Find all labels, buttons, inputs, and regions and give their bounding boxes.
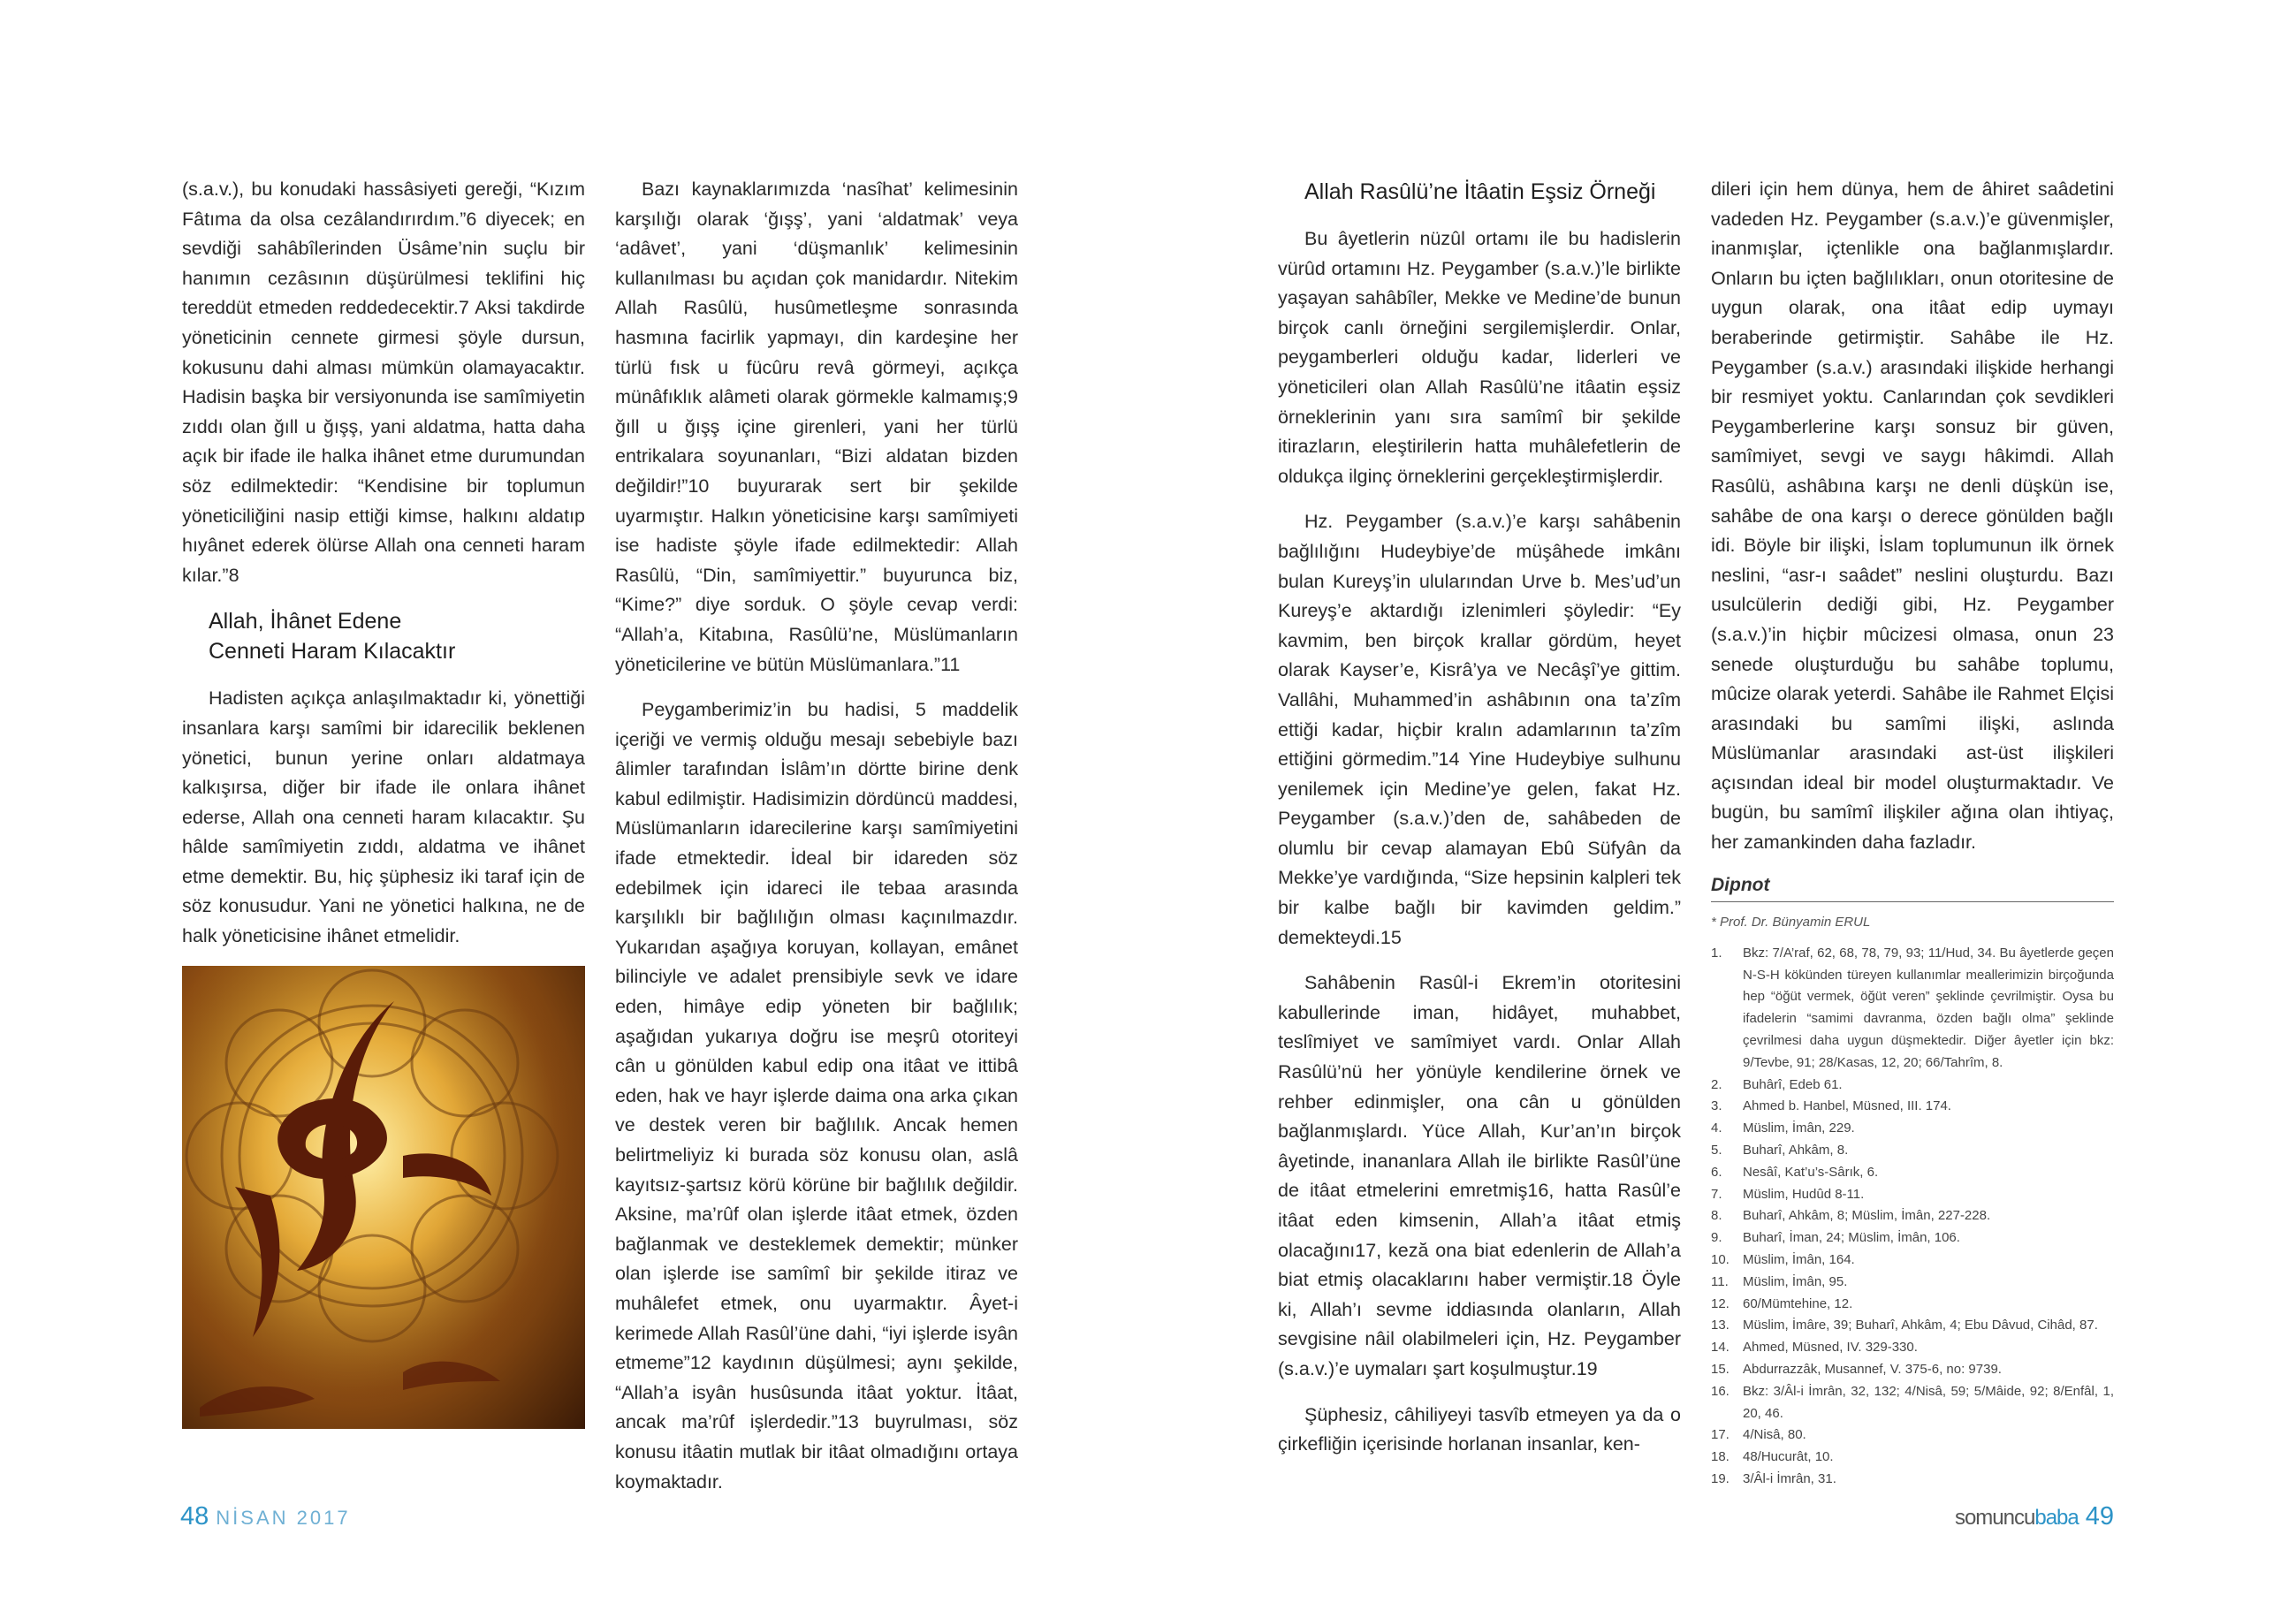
issue-date: NİSAN 2017 <box>216 1507 351 1529</box>
footer-left <box>180 1502 351 1531</box>
left-page-number: 48 <box>180 1502 209 1531</box>
calligraphy-muhammad-ornament-icon <box>182 966 585 1429</box>
footnote-item: 4. Müslim, İmân, 229. <box>1711 1120 1855 1136</box>
col3-paragraph-2: Hz. Peygamber (s.a.v.)’e karşı sahâbenin bağlılığını Hudeybiye’de müşâhede imkânı bulan Kureyş’in ulularından Urve b. Mes’ud’un Kureyş’e aktardığı izlenimleri şöyledir: “Ey kavmim, ben birçok krallar gördüm, heyet olarak Kayser’e, Kisrâ’ya ve Necâşî’ye gittim. Vallâhi, Muhammed’in ashâbının ona ta’zîm ettiği kadar, hiçbir kralın adamlarının ta’zîm ettiğini görmedim.”14 Yine Hudeybiye sulhunu yenilemek için Medine’ye gelen, fakat Hz. Peygamber (s.a.v.)’den de, sahâbeden de olumlu bir cevap alamayan Ebû Süfyân da Mekke’ye vardığında, “Size hepsinin kalpleri tek bir kalbe bağlı bir kavimden geldim.” demekteydi.15 <box>1278 511 1681 948</box>
footnote-item: 12. 60/Mümtehine, 12. <box>1711 1295 1853 1311</box>
column-2 <box>615 175 1018 1497</box>
footnote-item: 9. Buharî, İman, 24; Müslim, İmân, 106. <box>1711 1230 1960 1246</box>
col3-subheading: Allah Rasûlü’ne İtâatin Eşsiz Örneği <box>1304 179 1656 204</box>
col4-paragraph-1: dileri için hem dünya, hem de âhiret saâdetini vadeden Hz. Peygamber (s.a.v.)’e güvenmişler, inanmışlar, içtenlikle ona bağlanmışlardır. Onların bu içten bağlılıkları, onun otoritesine de uygun olarak, ona itâat edip uymayı beraberinde getirmiştir. Sahâbe ile Hz. Peygamber (s.a.v.) arasındaki ilişkide herhangi bir resmiyet yoktu. Canlarından çok sevdikleri Peygamberlerine karşı sonsuz bir güven, samîmiyet, sevgi ve saygı hâkimdi. Allah Rasûlü, ashâbına karşı ne denli düşkün ise, sahâbe de ona karşı o derece gönülden bağlı idi. Böyle bir ilişki, İslam toplumunun ilk örnek neslini, “asr-ı saâdet” neslini oluşturdu. Bazı usulcülerin dediği gibi, Hz. Peygamber (s.a.v.)’in hiçbir mûcizesi olmasa, onun 23 senede oluşturduğu bu sahâbe toplumu, mûcize olarak yeterdi. Sahâbe ile Rahmet Elçisi arasındaki bu samîmi ilişki, aslında Müslümanlar arasındaki ast-üst ilişkileri açısından ideal bir model oluşturmaktadır. Ve bugün, bu samîmî ilişkiler ağına olan ihtiyaç, her zamankinden daha fazladır. <box>1711 179 2114 854</box>
footnote-item: 11. Müslim, İmân, 95. <box>1711 1273 1848 1289</box>
col3-paragraph-1: Bu âyetlerin nüzûl ortamı ile bu hadislerin vürûd ortamını Hz. Peygamber (s.a.v.)’le birlikte yaşayan sahâbîler, Mekke ve Medine’de bunun birçok canlı örneğini sergilemişlerdir. Onlar, peygamberleri olduğu kadar, liderleri ve yöneticileri olan Allah Rasûlü’ne itâatin eşsiz örneklerinin yanı sıra samîmî bir şekilde itirazların, eleştirilerin hatta muhâlefetlerin de oldukça ilginç örneklerini gerçekleştirmişlerdir. <box>1278 228 1681 487</box>
footnote-item: 1. Bkz: 7/A’raf, 62, 68, 78, 79, 93; 11/Hud, 34. Bu âyetlerde geçen N-S-H kökünden türeyen kullanımlar meallerimizin birçoğunda hep “öğüt vermek, öğüt veren” şeklinde çevrilmiştir. Oysa bu ifadelerin “samimi davranma, özden bağlı olma” şeklinde çevrilmesi daha uygun düşmektedir. Diğer âyetler için bkz: 9/Tevbe, 91; 28/Kasas, 12, 20; 66/Tahrîm, 8. <box>1711 945 2114 1070</box>
magazine-logo: somuncubaba <box>1954 1506 2079 1530</box>
footer-right <box>1955 1502 2114 1531</box>
column-1 <box>182 175 585 1429</box>
right-page-number: 49 <box>2085 1502 2114 1531</box>
footnotes-title: Dipnot <box>1711 870 2114 903</box>
col1-subheading-line-1: Allah, İhânet Edene <box>209 609 402 634</box>
footnote-item: 8. Buharî, Ahkâm, 8; Müslim, İmân, 227-228. <box>1711 1208 1991 1224</box>
col2-paragraph-1: Bazı kaynaklarımızda ‘nasîhat’ kelimesinin karşılığı olarak ‘ğışş’, yani ‘aldatmak’ veya ‘adâvet’, yani ‘düşmanlık’ kelimesinin kullanılması bu açıdan çok manidardır. Nitekim Allah Rasûlü, husûmetleşme sonrasında hasmına facirlik yapmayı, din kardeşine her türlü fısk u fücûru revâ görmeyi, açıkça münâfıklık alâmeti olarak görmekle kalmamış;9 ğıll u ğışş içine girenleri, yani her türlü entrikalara soyunanları, “Bizi aldatan bizden değildir!”10 buyurarak sert bir şekilde uyarmıştır. Halkın yöneticisine karşı samîmiyeti ise hadiste şöyle ifade edilmektedir: Allah Rasûlü, “Din, samîmiyettir.” buyurunca biz, “Kime?” diye sorduk. O şöyle cevap verdi: “Allah’a, Kitabına, Rasûlü’ne, Müslümanların yöneticilerine ve bütün Müslümanlara.”11 <box>615 179 1018 675</box>
col1-paragraph-2: Hadisten açıkça anlaşılmaktadır ki, yönettiği insanlara karşı samîmi bir idarecilik beklenen yönetici, bunun yerine onları aldatmaya kalkışırsa, diğer bir ifade ile onlara ihânet ederse, Allah ona cenneti haram kılacaktır. Şu hâlde samîmiyetin zıddı, aldatma ve ihânet etme demektir. Bu, hiç şüphesiz iki taraf için de söz konusudur. Yani ne yönetici halkına, ne de halk yöneticisine ihânet etmelidir. <box>182 687 585 947</box>
column-3 <box>1278 175 1681 1460</box>
column-4 <box>1711 175 2114 1491</box>
footnote-item: 5. Buharî, Ahkâm, 8. <box>1711 1143 1849 1158</box>
footnote-item: 10. Müslim, İmân, 164. <box>1711 1252 1855 1267</box>
footnote-item: 18. 48/Hucurât, 10. <box>1711 1449 1834 1465</box>
col1-subheading <box>209 606 585 666</box>
footnote-item: 2. Buhârî, Edeb 61. <box>1711 1076 1843 1092</box>
col1-paragraph-1: (s.a.v.), bu konudaki hassâsiyeti gereği, “Kızım Fâtıma da olsa cezâlandırırdım.”6 diyecek; en sevdiği sahâbîlerinden Üsâme’nin suçlu bir hanımın cezâsının düşürülmesi teklifini hiç tereddüt etmeden reddedecektir.7 Aksi takdirde yöneticinin cennete girmesi şöyle dursun, kokusunu dahi alması mümkün olamayacaktır. Hadisin başka bir versiyonunda ise samîmiyetin zıddı olan ğıll u ğışş, yani aldatma, hatta daha açık bir ifade ile halka ihânet etme durumundan söz edilmektedir: “Kendisine bir toplumun yöneticiliğini nasip ettiği kimse, halkını aldatıp hıyânet ederek ölürse Allah ona cenneti haram kılar.”8 <box>182 179 585 586</box>
footnote-item: 13. Müslim, İmâre, 39; Buharî, Ahkâm, 4; Ebu Dâvud, Cihâd, 87. <box>1711 1318 2098 1333</box>
footnote-item: 17. 4/Nisâ, 80. <box>1711 1427 1806 1443</box>
col3-paragraph-4: Şüphesiz, câhiliyeyi tasvîb etmeyen ya da o çirkefliğin içerisinde horlanan insanlar, ken- <box>1278 1403 1681 1455</box>
col2-paragraph-2: Peygamberimiz’in bu hadisi, 5 maddelik içeriği ve vermiş olduğu mesajı sebebiyle bazı âlimler tarafından İslâm’ın dörtte birine denk kabul edilmiştir. Hadisimizin dördüncü maddesi, Müslümanların idarecilerine karşı samîmiyetini ifade etmektedir. İdeal bir idareden söz edebilmek için idareci ile tebaa arasında karşılıklı bir bağlılığın olması kaçınılmazdır. Yukarıdan aşağıya koruyan, kollayan, emânet bilinciyle ve adalet prensibiyle sevk ve idare eden, himâye edip yöneten bir bağlılık; aşağıdan yukarıya doğru ise meşrû otoriteyi cân u gönülden kabul edip ona itâat ve ittibâ eden, hak ve hayr işlerde daima ona arka çıkan ve destek veren bir bağlılık. Ancak hemen belirtmeliyiz ki burada söz konusu olan, aslâ kayıtsız-şartsız körü körüne bir bağlılık değildir. Aksine, ma’rûf olan işlerde itâat etmek, özden bağlanmak ve desteklemek demektir; münker olan işlerde ise samîmî bir şekilde itiraz ve muhâlefet etmek, onu uyarmaktır. Âyet-i kerimede Allah Rasûl’üne dahi, “iyi işlerde isyân etmeme”12 kaydının düşülmesi; aynı şekilde, “Allah’a isyân husûsunda itâat yoktur. İtâat, ancak ma’rûf işlerdedir.”13 buyrulması, söz konusu itâatin mutlak bir itâat olmadığını ortaya koymaktadır. <box>615 699 1018 1493</box>
footnote-item: 14. Ahmed, Müsned, IV. 329-330. <box>1711 1340 1918 1356</box>
footnote-item: 19. 3/Âl-i İmrân, 31. <box>1711 1470 1836 1486</box>
col3-paragraph-3: Sahâbenin Rasûl-i Ekrem’in otoritesini kabullerinde iman, hidâyet, muhabbet, teslîmiyet ve samîmiyet vardı. Onlar Allah Rasûlü’nü her yönüyle kendilerine örnek ve rehber edinmişler, ona cân u gönülden bağlanmışlardı. Yüce Allah, Kur’an’ın birçok âyetinde, inananlara Allah ile birlikte Rasûl’üne de itâat etmelerini emretmiş16, hatta Rasûl’e itâat eden kimsenin, Allah’a itâat etmiş olacağını17, keză ona biat edenlerin de Allah’a biat etmiş olacaklarını haber vermiştir.18 Öyle ki, Allah’ı sevme iddiasında olanların, Allah sevgisine nâil olabilmeleri için, Hz. Peygamber (s.a.v.)’e uymaları şart koşulmuştur.19 <box>1278 972 1681 1379</box>
footnotes-list <box>1711 943 2114 1491</box>
col1-subheading-line-2: Cenneti Haram Kılacaktır <box>209 639 456 665</box>
calligraphy-image <box>182 966 585 1429</box>
footnote-item: 15. Abdurrazzâk, Musannef, V. 375-6, no: 9739. <box>1711 1361 2002 1377</box>
footnote-item: 16. Bkz: 3/Âl-i İmrân, 32, 132; 4/Nisâ, 59; 5/Mâide, 92; 8/Enfâl, 1, 20, 46. <box>1711 1383 2114 1421</box>
footnote-item: 3. Ahmed b. Hanbel, Müsned, III. 174. <box>1711 1098 1951 1114</box>
footnote-item: 7. Müslim, Hudûd 8-11. <box>1711 1186 1865 1202</box>
footnote-item: 6. Nesâî, Kat’u’s-Sârık, 6. <box>1711 1164 1879 1180</box>
footnotes-author: * Prof. Dr. Bünyamin ERUL <box>1711 915 1871 931</box>
